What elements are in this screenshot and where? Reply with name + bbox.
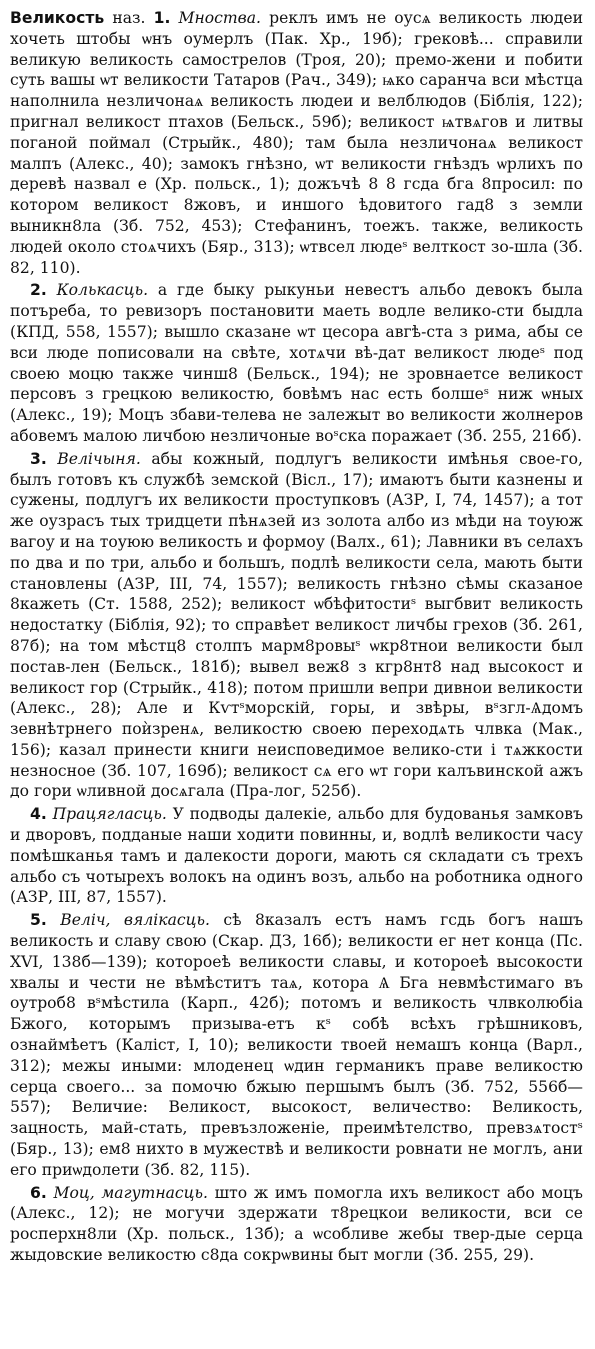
- sense-gloss: Велічыня.: [57, 449, 141, 468]
- sense-1: [10, 8, 583, 278]
- part-of-speech: наз.: [112, 9, 146, 27]
- sense-text: а где быку рыкуньи невестъ альбо девокъ была потърeба, то ревизоръ постановити маеть водле велико-сти быдла (КПД, 558, 1557); вышло сказане ѡт цесора авгѣ-ста з рима, абы се вси люде пописовали на свѣте, хотѧчи вѣ-дат великост людеˢ под своею моцю также чинш8 (Бельск., 194); не зровнаетсе великост персовъ з грецкою великостю, бовѣмъ нас есть болшеˢ ниж ѡных (Алекс., 19); Моцъ збави-телева не залежыт во великости жолнеров абовемъ малою личбою незличоные воˢска поражает (Зб. 255, 216б).: [10, 281, 583, 445]
- headword: Великость: [10, 9, 105, 27]
- sense-4: [10, 804, 583, 908]
- sense-6: [10, 1183, 583, 1266]
- sense-number: 5.: [30, 911, 47, 930]
- sense-number: 2.: [30, 281, 47, 300]
- sense-text: абы кожный, подлугъ великости имѣнья свое-го, былъ готовъ къ службѣ земской (Віcл., 17); имаютъ быти казнены и сужены, подлугъ их великости проступковъ (АЗР, І, 74, 1457); а тот же оузрасъ тых тридцети пѣнѧзей из золота албо из мѣди на тоуюж вагоу и на тоуюю великость и формоу (Валх., 61); Лавники въ селахъ по два и по три, альбо и большъ, подлѣ великости села, мають быти становлены (АЗР, ІІІ, 74, 1557); великость гнѣзно сѣмы сказаное 8кажеть (Ст. 1588, 252); великост ѡбѣфитостиˢ выгбвит великость недостатку (Біблія, 92); то справѣет великост личбы грехов (Зб. 261, 87б); на том мѣстц8 столпъ марм8ровыˢ ѡкр8тнои великости был постав-лен (Бельск., 181б); вывел веж8 з кгр8нт8 над высокост и великост гор (Стрыйк., 418); потом пришли вепри дивнои великости (Алекс., 28); Але и Кѵтˢморскій, горы, и звѣры, вˢзгл-Ѧдомъ зевнѣтрнего поѝзренѧ, великостю своею переходѧть члвка (Мак., 156); казал принести книги неисповедимое велико-сти і тѧжкости незносное (Зб. 107, 169б); великост сѧ его ѡт гори калъвинской ажъ до гори ѡливной досѧгала (Пра-лог, 525б).: [10, 449, 583, 801]
- sense-gloss: Мноства.: [178, 9, 261, 27]
- sense-text: У подводы далекіе, альбо для будованья замковъ и дворовъ, подданые наши ходити повинны, и, водлѣ великости часу помѣшканья тамъ и далекости дороги, мають ся складати съ трехъ альбо съ чотырехъ волокъ на одинъ возъ, альбо на роботника одного (АЗР, ІІІ, 87, 1557).: [10, 805, 583, 907]
- sense-text: сѣ 8казалъ естъ намъ гсдь богъ нашъ великость и славу свою (Скар. ДЗ, 16б); великости ег нет конца (Пс. XVI, 138б—139); которoеѣ великости славы, и которoеѣ высокости хвалы и чести не вѣмѣститъ таѧ, котора Ѧ Бга невмѣстимаго въ оутроб8 вˢмѣстила (Карп., 42б); потомъ и великость члвколюбіа Бжого, которымъ призыва-етъ кˢ собѣ всѣхъ грѣшниковъ, ознаймѣетъ (Каліст, І, 10); великости твоей немашъ конца (Варл., 312); межы иными: млоденец ѡдин германикъ праве великостю серца своего... за помочю бжыю першымъ былъ (Зб. 752, 556б—557); Величие: Великост, высокост, величество: Великость, зацность, май-стать, превъзложеніе, преимѣтелство, превзѧтостˢ (Бяр., 13); ем8 нихто в мужествѣ и великости ровнати не моглъ, ани его приѡдолети (Зб. 82, 115).: [10, 911, 583, 1179]
- sense-number: 4.: [30, 805, 47, 824]
- sense-number: 3.: [30, 449, 47, 468]
- sense-number: 6.: [30, 1183, 47, 1202]
- sense-2: [10, 280, 583, 446]
- sense-gloss: Веліч, вялікасць.: [60, 911, 210, 930]
- sense-gloss: Моц, магутнасць.: [53, 1183, 208, 1202]
- sense-number: 1.: [153, 9, 171, 27]
- sense-gloss: Працягласць.: [52, 805, 167, 824]
- sense-5: [10, 910, 583, 1180]
- sense-text: реклъ имъ не оусѧ великость людеи хочеть штобы ѡнъ оумерлъ (Пак. Хр., 19б); грековѣ... справили великую великость самострелов (Троя, 20); премо-жени и побити суть вашы ѡт великости Татаров (Рач., 349); ѩко саранча вси мѣстца наполнила незличонаѧ великость людеи и велблюдов (Біблія, 122); пригнал великост птахов (Бельск., 59б); великост ѩтвѧгов и литвы поганой поймал (Стрыйк., 480); там была незличонаѧ великост малпъ (Алекс., 40); замокъ гнѣзно, ѡт великости гнѣздъ ѡрлихъ по деревѣ назвал е (Хр. польск., 1); дожъчѣ 8 8 гсда бга 8просил: по котором великост 8жовъ, и иншого ѣдовитого гад8 з земли выникн8ла (Зб. 752, 453); Стефанинъ, тоежъ. также, великость людей около стоѧчихъ (Бяр., 313); ѡтвсел людеˢ велткост зо-шла (Зб. 82, 110).: [10, 9, 583, 277]
- sense-3: [10, 449, 583, 803]
- sense-text: што ж имъ помогла ихъ великост або моцъ (Алекс., 12); не могучи здержати т8рецкои великости, вси се росперхн8ли (Хр. польск., 13б); а ѡсобливе жебы твер-дые серца жыдовские великостю с8да сокрѡвины быт могли (Зб. 255, 29).: [10, 1183, 583, 1265]
- sense-gloss: Колькасць.: [56, 281, 149, 300]
